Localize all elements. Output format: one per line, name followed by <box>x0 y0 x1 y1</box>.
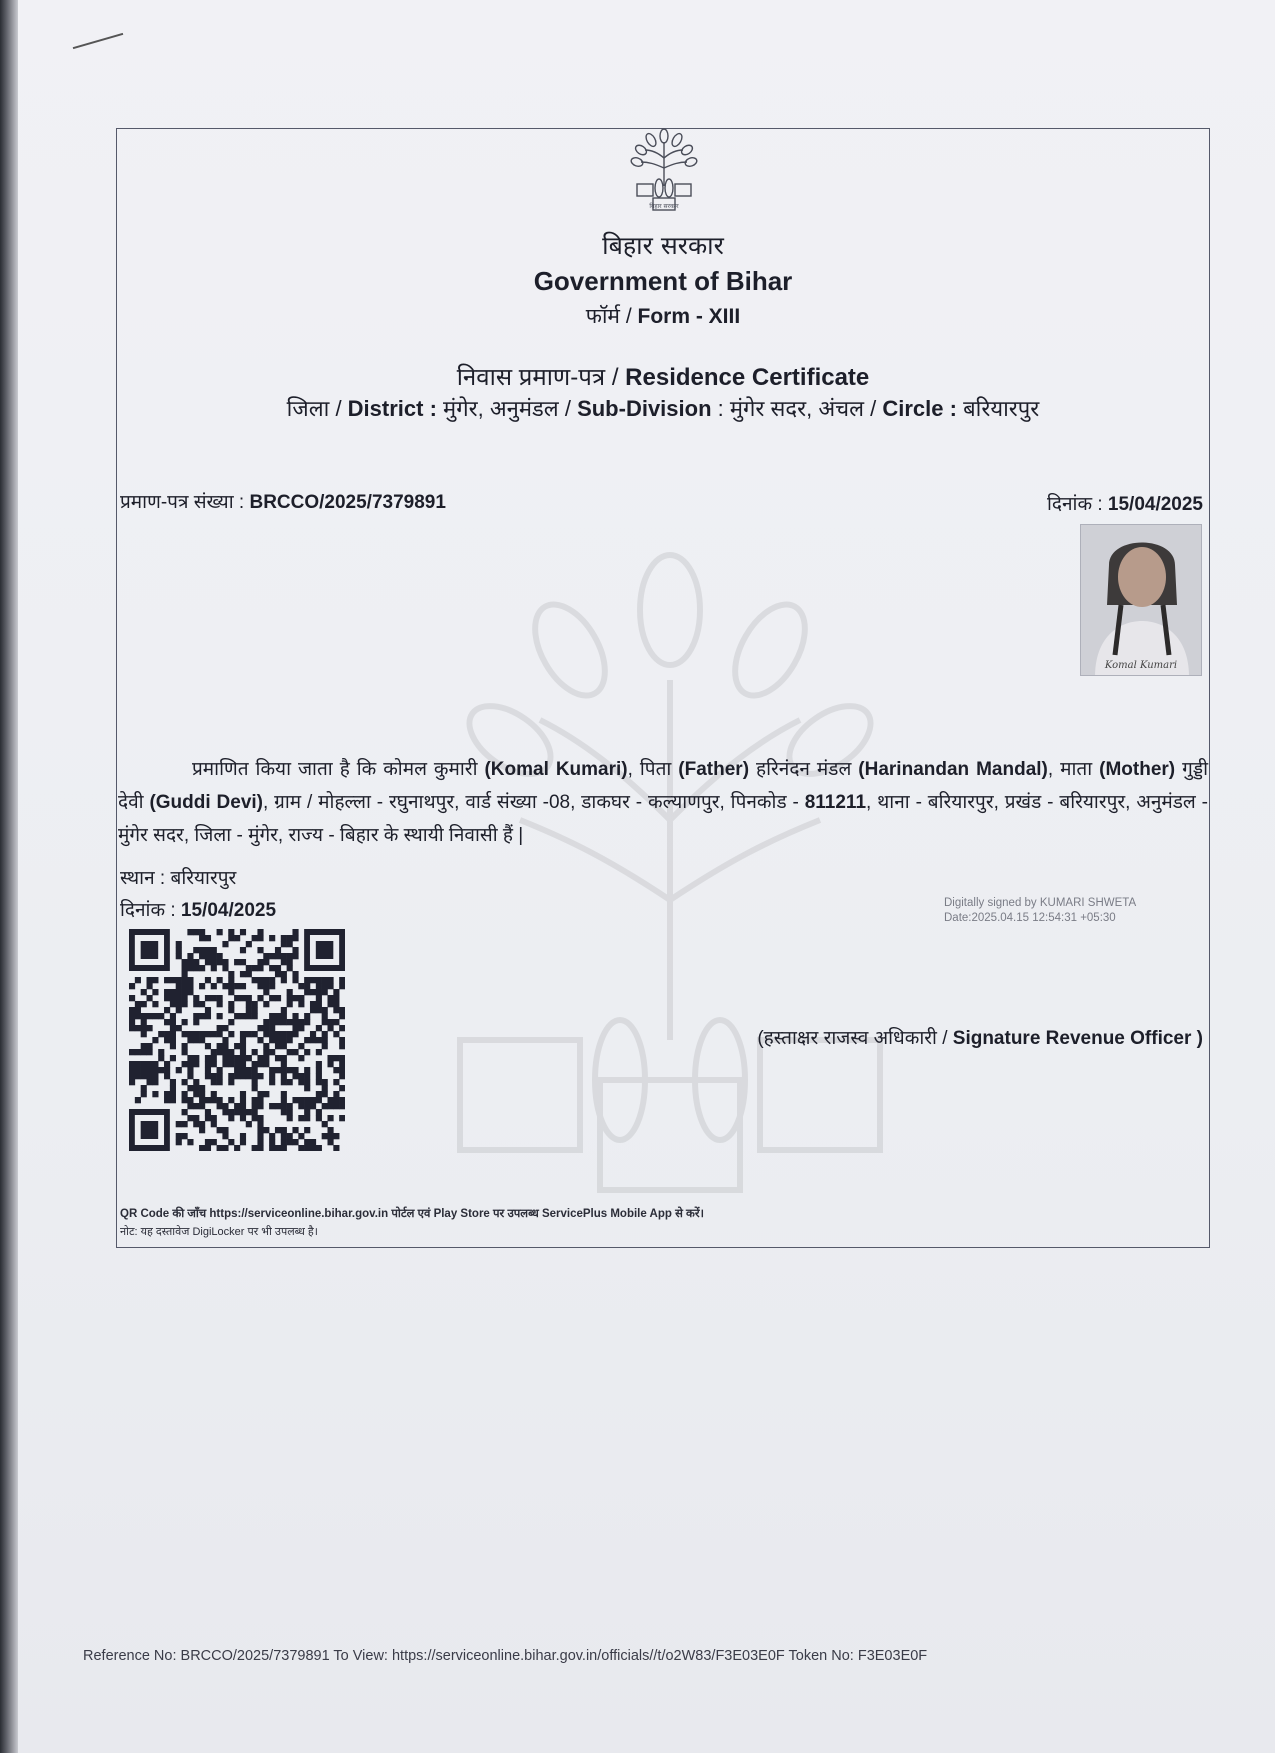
qr-note-text: QR Code की जाँच <box>120 1208 210 1220</box>
form-label-hindi: फॉर्म <box>585 305 620 328</box>
body-text-part: , थाना - बरियारपुर, प्रखंड - बरियारपुर, अनुमंडल - मुंगेर सदर, जिला - मुंगेर, राज्य - बिहार के स्थायी निवासी हैं | <box>118 792 1208 846</box>
qr-finder-square <box>316 941 334 959</box>
pen-mark <box>73 33 124 49</box>
body-text-part: गुड्डी देवी <box>118 759 1209 813</box>
certificate-title: निवास प्रमाण-पत्र / Residence Certificate <box>456 364 870 391</box>
jurisdiction-line: जिला / District : मुंगेर, अनुमंडल / Sub-Division : मुंगेर सदर, अंचल / Circle : बरियारपुर <box>286 396 1040 421</box>
certificate-title-english: Residence Certificate <box>625 364 870 391</box>
person-photo-icon <box>1081 525 1202 676</box>
place-line <box>120 864 236 890</box>
government-title: Government of Bihar <box>533 266 793 296</box>
svg-text:बिहार सरकार: बिहार सरकार <box>649 203 679 210</box>
digital-signature-signer: Digitally signed by KUMARI SHWETA <box>944 897 1137 909</box>
reference-line: Reference No: BRCCO/2025/7379891 To View: https://serviceonline.bihar.gov.in/officials//t/o2W83/F3E03E0F Token No: F3E03E0F <box>83 1648 928 1664</box>
photo-signature: Komal Kumari <box>1104 660 1178 671</box>
issue-date-value: 15/04/2025 <box>1107 494 1203 515</box>
qr-code-icon <box>129 929 345 1151</box>
mother-name-english: (Guddi Devi) <box>149 792 263 813</box>
applicant-name-english: (Komal Kumari) <box>484 759 628 780</box>
district-label-hindi: जिला <box>286 396 330 421</box>
district-label-english: District : <box>347 396 437 421</box>
body-text-part: , पिता <box>627 759 679 780</box>
pincode-value: 811211 <box>804 792 867 813</box>
mother-label: (Mother) <box>1099 759 1176 780</box>
digital-signature <box>944 896 1136 926</box>
circle-label-english: Circle : <box>882 396 957 421</box>
body-text-part: हरिनंदन मंडल <box>749 759 859 780</box>
footer-date-value: 15/04/2025 <box>180 900 277 921</box>
subdivision-label-hindi: अनुमंडल <box>489 396 559 421</box>
certificate-title-hindi: निवास प्रमाण-पत्र <box>456 364 606 391</box>
form-number: फॉर्म / Form - XIII <box>585 305 741 328</box>
district-value: मुंगेर, <box>443 396 484 421</box>
issue-date <box>1047 490 1203 516</box>
qr-verification-note <box>120 1206 704 1221</box>
signature-caption-english: Signature Revenue Officer ) <box>952 1028 1203 1049</box>
bihar-emblem-icon <box>615 128 713 212</box>
certificate-body <box>118 753 1208 852</box>
signature-caption-hindi: (हस्ताक्षर राजस्व अधिकारी / <box>757 1028 948 1049</box>
digilocker-note: नोट: यह दस्तावेज DigiLocker पर भी उपलब्ध है। <box>120 1226 318 1238</box>
bihar-emblem-watermark-icon <box>420 520 920 1220</box>
certificate-number-label: प्रमाण-पत्र संख्या : <box>120 492 245 513</box>
body-text-part: , ग्राम / मोहल्ला - रघुनाथपुर, वार्ड संख्या -08, डाकघर - कल्याणपुर, पिनकोड - <box>263 792 805 813</box>
circle-value: बरियारपुर <box>963 396 1040 421</box>
subdivision-value: : मुंगेर सदर, <box>717 396 813 421</box>
father-name-english: (Harinandan Mandal) <box>858 759 1048 780</box>
qr-finder-square <box>141 941 159 959</box>
subdivision-label-english: Sub-Division <box>577 396 712 421</box>
hindi-title: बिहार सरकार <box>602 231 724 260</box>
place-label: स्थान : <box>120 868 166 889</box>
footer-date-label: दिनांक : <box>120 900 176 921</box>
digital-signature-date: Date:2025.04.15 12:54:31 +05:30 <box>944 912 1116 924</box>
applicant-photo <box>1080 524 1202 676</box>
certificate-number-value: BRCCO/2025/7379891 <box>249 492 446 513</box>
certificate-number <box>120 488 446 514</box>
signature-caption <box>757 1024 1203 1050</box>
issue-date-label: दिनांक : <box>1046 494 1103 515</box>
qr-note-url: https://serviceonline.bihar.gov.in <box>209 1208 389 1220</box>
form-label-english: Form - XIII <box>637 305 741 328</box>
circle-label-hindi: अंचल <box>818 396 865 421</box>
father-label: (Father) <box>678 759 750 780</box>
qr-note-text: पोर्टल एवं Play Store पर उपलब्ध ServicePlus Mobile App से करें। <box>388 1208 704 1220</box>
place-value: बरियारपुर <box>170 868 237 889</box>
scan-edge-shadow <box>0 0 18 1753</box>
footer-date-line <box>120 896 276 922</box>
body-text-part: , माता <box>1047 759 1100 780</box>
qr-finder-square <box>141 1121 159 1139</box>
body-text-part: प्रमाणित किया जाता है कि कोमल कुमारी <box>192 759 485 780</box>
